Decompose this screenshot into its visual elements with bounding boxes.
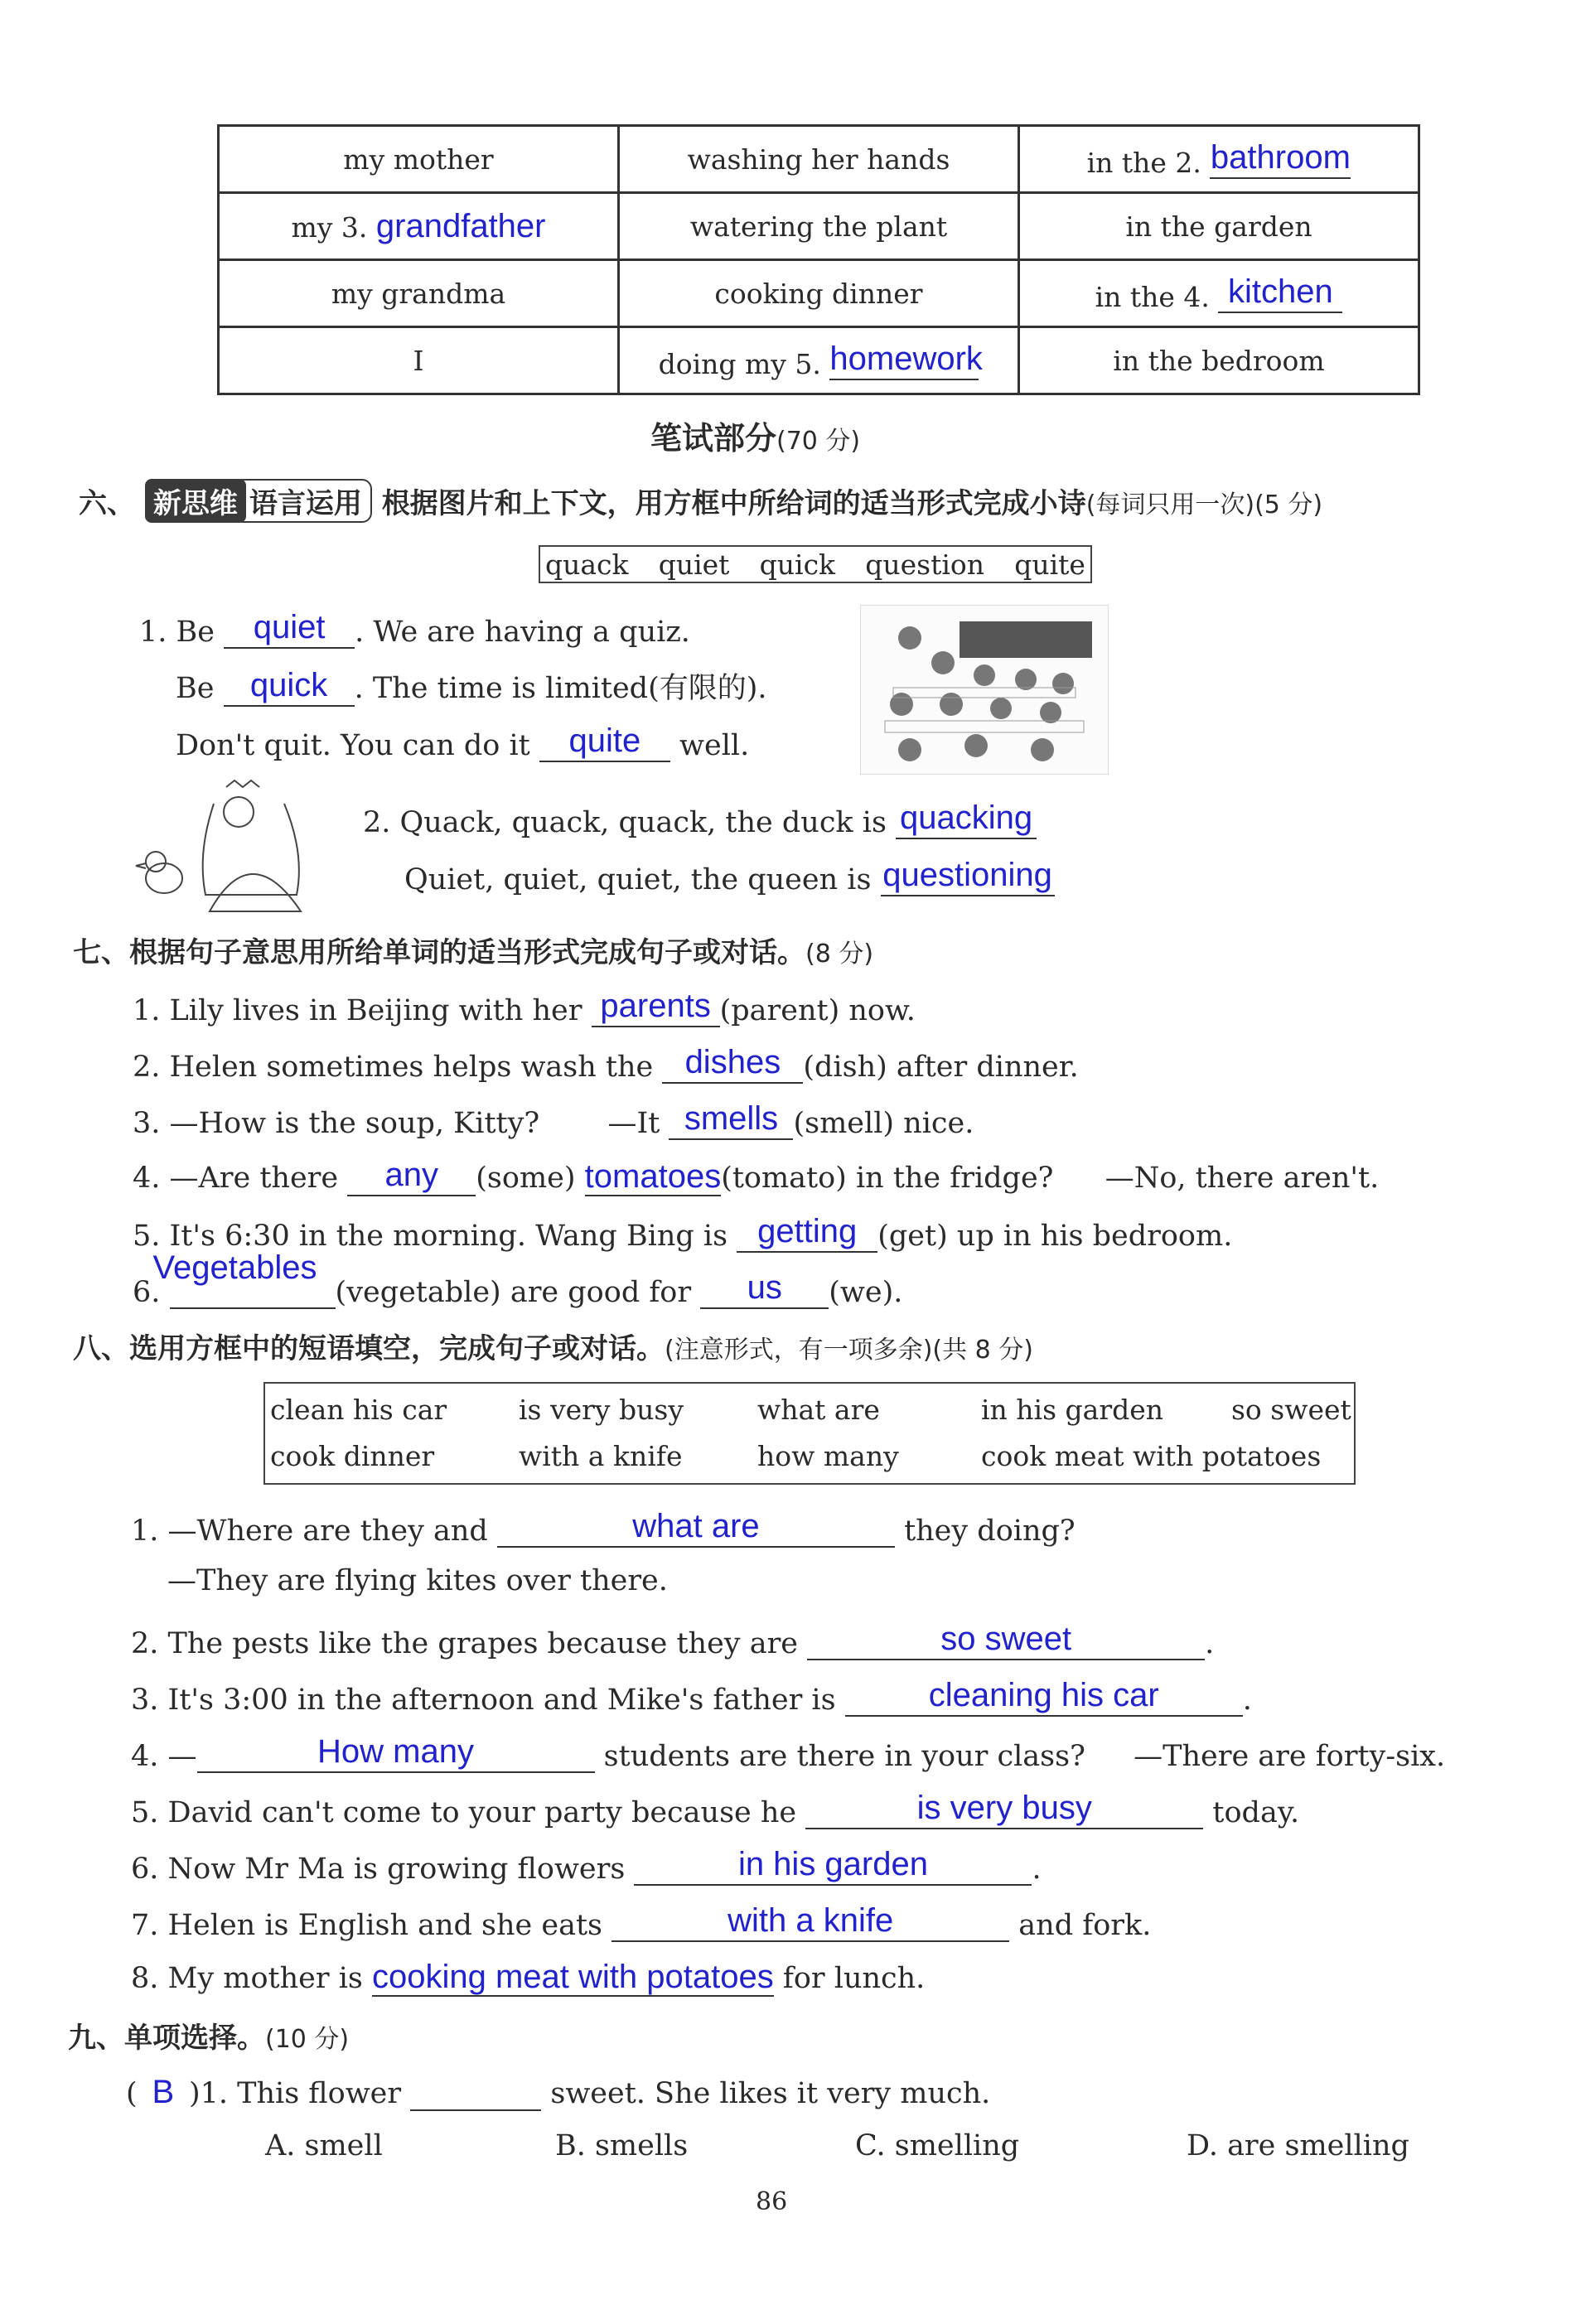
line-text: (smell) nice. xyxy=(793,1107,974,1140)
word-box xyxy=(539,545,1092,583)
question-line xyxy=(131,1508,1076,1548)
table-cell xyxy=(619,260,1019,327)
written-score: (70 分) xyxy=(776,427,861,456)
option-c: C. smelling xyxy=(855,2129,1020,2162)
question-line xyxy=(131,1621,1214,1660)
cell-text: my 3. xyxy=(291,210,368,244)
table-cell xyxy=(1019,126,1419,193)
cell-text: in the bedroom xyxy=(1113,344,1325,377)
answer-blank[interactable] xyxy=(410,2071,541,2111)
section-score: (10 分) xyxy=(265,2025,350,2054)
line-text: Quiet, quiet, quiet, the queen is xyxy=(404,863,872,896)
badge-language-use: 语言运用 xyxy=(241,479,372,523)
line-text: )1. This flower xyxy=(188,2077,402,2110)
phrase-row xyxy=(270,1433,1349,1480)
table-cell xyxy=(1019,193,1419,260)
queen-duck-illustration xyxy=(131,779,309,920)
option-a: A. smell xyxy=(265,2129,383,2162)
line-text: Don't quit. You can do it xyxy=(176,729,530,762)
line-text: 1. Lily lives in Beijing with her xyxy=(133,994,582,1027)
table-cell xyxy=(1019,260,1419,327)
question-line xyxy=(133,1157,1379,1196)
line-text: and fork. xyxy=(1018,1909,1152,1942)
phrase-option: in his garden xyxy=(981,1394,1164,1426)
poem-line xyxy=(404,857,1055,896)
cell-text: doing my 5. xyxy=(658,348,821,380)
handwritten-answer: quick xyxy=(249,667,328,703)
phrase-option: cook meat with potatoes xyxy=(981,1440,1322,1472)
poem-line xyxy=(176,665,767,707)
handwritten-answer: questioning xyxy=(882,857,1052,893)
handwritten-answer: quite xyxy=(568,722,641,759)
handwritten-answer[interactable]: B xyxy=(152,2074,175,2110)
cell-text: my grandma xyxy=(331,277,506,310)
line-text: students are there in your class? xyxy=(603,1740,1085,1773)
line-text: for lunch. xyxy=(782,1962,926,1995)
handwritten-answer: smells xyxy=(684,1100,779,1137)
line-text: . We are having a quiz. xyxy=(355,616,690,649)
section-9-heading xyxy=(68,2015,349,2056)
line-text: 7. Helen is English and she eats xyxy=(131,1909,603,1942)
answer-blank[interactable] xyxy=(881,857,1055,896)
handwritten-answer: in his garden xyxy=(737,1846,928,1882)
line-text: 2. The pests like the grapes because they are xyxy=(131,1627,799,1660)
cell-text: my mother xyxy=(343,143,494,176)
line-text: 6. xyxy=(133,1276,161,1309)
line-text: (we). xyxy=(829,1276,903,1309)
handwritten-answer: quiet xyxy=(253,609,326,645)
handwritten-answer: with a knife xyxy=(727,1902,894,1939)
handwritten-answer[interactable]: cooking meat with potatoes xyxy=(372,1959,774,1995)
word-option: quite xyxy=(1014,548,1085,581)
line-text: 4. — xyxy=(131,1740,197,1773)
section-note: (每词只用一次)(5 分) xyxy=(1085,490,1323,519)
table-cell xyxy=(619,193,1019,260)
section-instruction: 九、单项选择。 xyxy=(68,2022,265,2055)
answer-blank[interactable] xyxy=(829,341,983,380)
answer-blank[interactable] xyxy=(634,1846,1032,1886)
answer-blank[interactable] xyxy=(805,1790,1203,1829)
table-cell xyxy=(619,126,1019,193)
answer-blank[interactable] xyxy=(224,667,355,707)
handwritten-answer: homework xyxy=(829,341,983,377)
section-note: (注意形式，有一项多余)(共 8 分) xyxy=(665,1336,1033,1365)
answer-blank[interactable] xyxy=(1218,273,1342,313)
handwritten-answer: getting xyxy=(757,1213,858,1249)
section-6-heading xyxy=(79,479,1322,523)
section-number: 六、 xyxy=(79,487,135,520)
line-text: (some) xyxy=(476,1162,576,1195)
option-d: D. are smelling xyxy=(1187,2129,1409,2162)
cell-text: in the garden xyxy=(1125,210,1312,243)
line-text: 1. Be xyxy=(139,616,215,649)
section-score: (8 分) xyxy=(805,940,874,969)
handwritten-answer: Vegetables xyxy=(152,1249,317,1286)
cell-text: in the 4. xyxy=(1095,281,1210,313)
question-line xyxy=(131,1846,1042,1886)
answer-blank[interactable] xyxy=(497,1508,895,1548)
handwritten-answer: quacking xyxy=(900,800,1033,836)
line-text: (get) up in his bedroom. xyxy=(877,1220,1233,1253)
phrase-option: so sweet xyxy=(1231,1394,1351,1426)
question-line xyxy=(131,1677,1252,1717)
answer-blank[interactable] xyxy=(896,800,1037,839)
activity-table xyxy=(217,124,1420,395)
section-title xyxy=(650,413,860,458)
line-text: 1. —Where are they and xyxy=(131,1515,488,1548)
phrase-option: clean his car xyxy=(270,1394,447,1426)
handwritten-answer: is very busy xyxy=(916,1790,1092,1826)
answer-blank[interactable] xyxy=(662,1044,803,1084)
answer-blank[interactable] xyxy=(347,1157,476,1196)
answer-blank[interactable] xyxy=(669,1100,793,1140)
cell-text: watering the plant xyxy=(689,210,948,243)
line-text: 3. —How is the soup, Kitty? xyxy=(133,1107,540,1140)
option-b: B. smells xyxy=(555,2129,689,2162)
line-text: 8. My mother is xyxy=(131,1962,363,1995)
poem-line xyxy=(139,609,690,649)
phrase-row xyxy=(270,1387,1349,1433)
answer-blank[interactable] xyxy=(1210,139,1351,179)
line-text: . The time is limited(有限的). xyxy=(354,672,767,705)
line-text: (dish) after dinner. xyxy=(803,1051,1079,1084)
handwritten-answer: us xyxy=(747,1269,782,1306)
question-line xyxy=(133,1213,1232,1253)
line-text: ( xyxy=(126,2077,138,2110)
line-text: (vegetable) are good for xyxy=(335,1276,692,1309)
phrase-option: is very busy xyxy=(519,1394,684,1426)
cell-text: cooking dinner xyxy=(714,277,923,310)
handwritten-answer: any xyxy=(384,1157,439,1193)
table-row xyxy=(219,193,1419,260)
handwritten-answer: kitchen xyxy=(1228,273,1333,310)
line-text: 5. It's 6:30 in the morning. Wang Bing is xyxy=(133,1220,728,1253)
line-text: . xyxy=(1205,1627,1215,1660)
section-7-heading xyxy=(73,930,873,970)
table-cell xyxy=(219,260,619,327)
word-option: question xyxy=(865,548,985,581)
line-text: sweet. She likes it very much. xyxy=(550,2077,991,2110)
question-line xyxy=(167,1564,668,1597)
table-cell xyxy=(619,327,1019,394)
table-row xyxy=(219,260,1419,327)
answer-blank[interactable] xyxy=(197,1733,595,1773)
table-row xyxy=(219,126,1419,193)
line-text: 2. Helen sometimes helps wash the xyxy=(133,1051,654,1084)
section-8-heading xyxy=(73,1326,1033,1366)
line-text: . xyxy=(1032,1853,1042,1886)
question-line xyxy=(133,1249,903,1309)
line-text: —No, there aren't. xyxy=(1105,1162,1380,1195)
line-text: —They are flying kites over there. xyxy=(167,1564,668,1597)
handwritten-answer: How many xyxy=(317,1733,474,1770)
question-line xyxy=(131,1733,1445,1773)
poem-line xyxy=(363,800,1037,839)
phrase-box xyxy=(263,1382,1356,1485)
section-instruction: 七、根据句子意思用所给单词的适当形式完成句子或对话。 xyxy=(73,936,805,969)
handwritten-answer: grandfather xyxy=(375,207,546,244)
question-line xyxy=(133,1044,1079,1084)
line-text: 3. It's 3:00 in the afternoon and Mike's father is xyxy=(131,1684,836,1717)
page-number: 86 xyxy=(756,2187,788,2216)
handwritten-answer: dishes xyxy=(684,1044,781,1080)
answer-blank[interactable] xyxy=(224,609,355,649)
badge-new-thinking: 新思维 xyxy=(145,479,246,523)
table-row xyxy=(219,327,1419,394)
line-text: 6. Now Mr Ma is growing flowers xyxy=(131,1853,626,1886)
answer-blank[interactable] xyxy=(611,1902,1009,1942)
cell-text: in the 2. xyxy=(1086,147,1201,179)
phrase-option: what are xyxy=(757,1394,880,1426)
answer-blank[interactable] xyxy=(539,722,670,762)
handwritten-answer: cleaning his car xyxy=(928,1677,1159,1713)
line-text: Be xyxy=(176,672,215,705)
question-line xyxy=(133,1100,974,1140)
line-text: —There are forty-six. xyxy=(1134,1740,1446,1773)
answer-blank[interactable] xyxy=(737,1213,877,1253)
phrase-option: with a knife xyxy=(519,1440,683,1472)
handwritten-answer: bathroom xyxy=(1210,139,1351,176)
handwritten-answer: parents xyxy=(600,988,711,1024)
answer-blank[interactable] xyxy=(700,1269,829,1309)
line-text: . xyxy=(1242,1684,1252,1717)
line-text: they doing? xyxy=(904,1515,1076,1548)
line-text: well. xyxy=(679,729,750,762)
word-option: quack xyxy=(545,548,629,581)
word-option: quiet xyxy=(658,548,730,581)
phrase-option: how many xyxy=(757,1440,899,1472)
question-line xyxy=(131,1790,1299,1829)
section-instruction: 八、选用方框中的短语填空，完成句子或对话。 xyxy=(73,1332,665,1365)
answer-blank[interactable] xyxy=(807,1621,1205,1660)
handwritten-answer: what are xyxy=(632,1508,760,1544)
cell-text: washing her hands xyxy=(687,143,950,176)
table-cell xyxy=(1019,327,1419,394)
line-text: —It xyxy=(607,1107,660,1140)
section-instruction: 根据图片和上下文，用方框中所给词的适当形式完成小诗 xyxy=(381,487,1086,520)
table-cell xyxy=(219,126,619,193)
question-line xyxy=(131,1902,1151,1942)
answer-blank[interactable] xyxy=(592,988,720,1027)
line-text: 5. David can't come to your party because he xyxy=(131,1796,797,1829)
answer-blank[interactable] xyxy=(845,1677,1243,1717)
table-cell xyxy=(219,327,619,394)
phrase-option: cook dinner xyxy=(270,1440,435,1472)
poem-line xyxy=(176,722,749,762)
word-option: quick xyxy=(759,548,836,581)
line-text: (parent) now. xyxy=(719,994,916,1027)
line-text: today. xyxy=(1212,1796,1300,1829)
line-text: (tomato) in the fridge? xyxy=(721,1162,1054,1195)
classroom-illustration xyxy=(860,605,1109,775)
question-line xyxy=(131,1959,925,1996)
handwritten-answer: so sweet xyxy=(940,1621,1072,1657)
answer-blank[interactable] xyxy=(152,1249,336,1309)
handwritten-answer[interactable]: tomatoes xyxy=(584,1158,722,1195)
question-line xyxy=(133,988,916,1027)
question-line xyxy=(126,2071,990,2111)
cell-text: I xyxy=(413,344,424,377)
line-text: 4. —Are there xyxy=(133,1162,339,1195)
written-title: 笔试部分 xyxy=(650,420,777,457)
table-cell xyxy=(219,193,619,260)
line-text: 2. Quack, quack, quack, the duck is xyxy=(363,806,887,839)
